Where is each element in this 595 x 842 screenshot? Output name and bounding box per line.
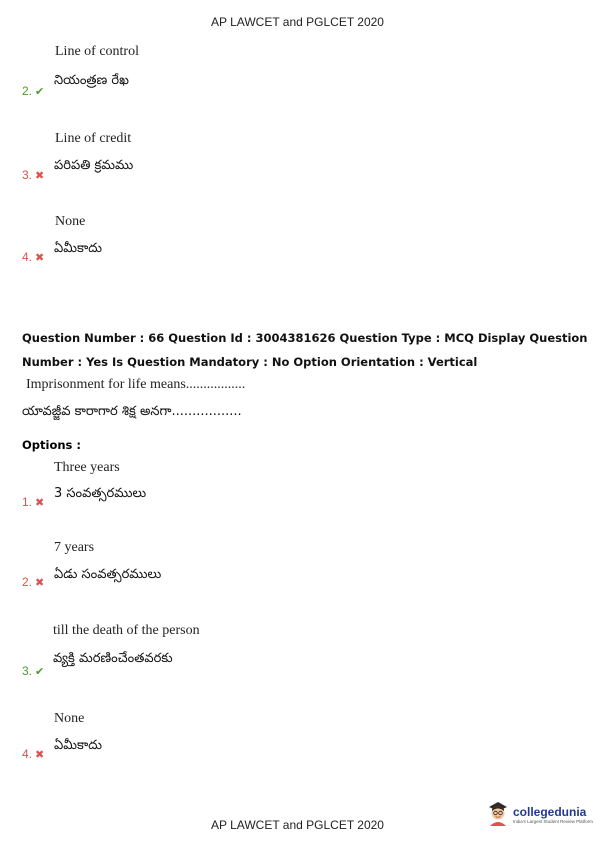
prev-option-4-marker <box>22 250 44 264</box>
prev-option-2-english: Line of control <box>55 44 139 59</box>
cross-icon: ✖ <box>35 252 45 264</box>
option-4-marker <box>22 747 44 761</box>
prev-option-3-number: 3. <box>22 168 33 182</box>
check-icon: ✔ <box>35 666 45 678</box>
check-icon: ✔ <box>35 86 45 98</box>
prev-option-4-number: 4. <box>22 250 33 264</box>
cross-icon: ✖ <box>35 497 45 509</box>
prev-option-3-marker <box>22 168 44 182</box>
prev-option-4-english: None <box>55 214 86 229</box>
logo-tagline: India's Largest Student Review Platform <box>513 819 593 824</box>
page-footer: AP LAWCET and PGLCET 2020 <box>211 818 384 832</box>
prev-option-3-telugu: పరిపతి క్రమము <box>54 158 134 173</box>
option-2-telugu: ఏడు సంవత్సరములు <box>54 567 162 582</box>
option-4-telugu: ఏమీకాదు <box>54 738 102 753</box>
option-1-marker <box>22 495 44 509</box>
question-text-telugu: యావజ్జీవ కారాగార శిక్ష అనగా................. <box>22 404 242 419</box>
prev-option-2-number: 2. <box>22 84 33 98</box>
option-4-english: None <box>54 711 85 726</box>
prev-option-4-telugu: ఏమీకాదు <box>54 241 102 256</box>
option-1-english: Three years <box>54 460 120 475</box>
option-2-number: 2. <box>22 575 33 589</box>
option-3-english: till the death of the person <box>53 623 200 638</box>
options-label: Options : <box>22 438 81 452</box>
cross-icon: ✖ <box>35 170 45 182</box>
option-3-marker <box>22 664 44 678</box>
prev-option-3-english: Line of credit <box>55 131 132 146</box>
option-3-number: 3. <box>22 664 33 678</box>
option-2-marker <box>22 575 44 589</box>
question-text-english: Imprisonment for life means................. <box>26 377 246 392</box>
logo-name: collegedunia <box>513 805 587 819</box>
option-2-english: 7 years <box>54 540 95 555</box>
option-1-telugu: 3 సంవత్సరములు <box>54 486 147 501</box>
cross-icon: ✖ <box>35 749 45 761</box>
option-1-number: 1. <box>22 495 33 509</box>
cross-icon: ✖ <box>35 577 45 589</box>
option-4-number: 4. <box>22 747 33 761</box>
question-meta-line-2: Number : Yes Is Question Mandatory : No Option Orientation : Vertical <box>22 355 478 369</box>
prev-option-2-telugu: నియంత్రణ రేఖ <box>54 73 129 88</box>
question-meta-line-1: Question Number : 66 Question Id : 3004381626 Question Type : MCQ Display Question <box>22 331 588 345</box>
prev-option-2-marker <box>22 84 44 98</box>
page-header: AP LAWCET and PGLCET 2020 <box>211 15 384 29</box>
option-3-telugu: వ్యక్తి మరణించేంతవరకు <box>53 651 173 666</box>
